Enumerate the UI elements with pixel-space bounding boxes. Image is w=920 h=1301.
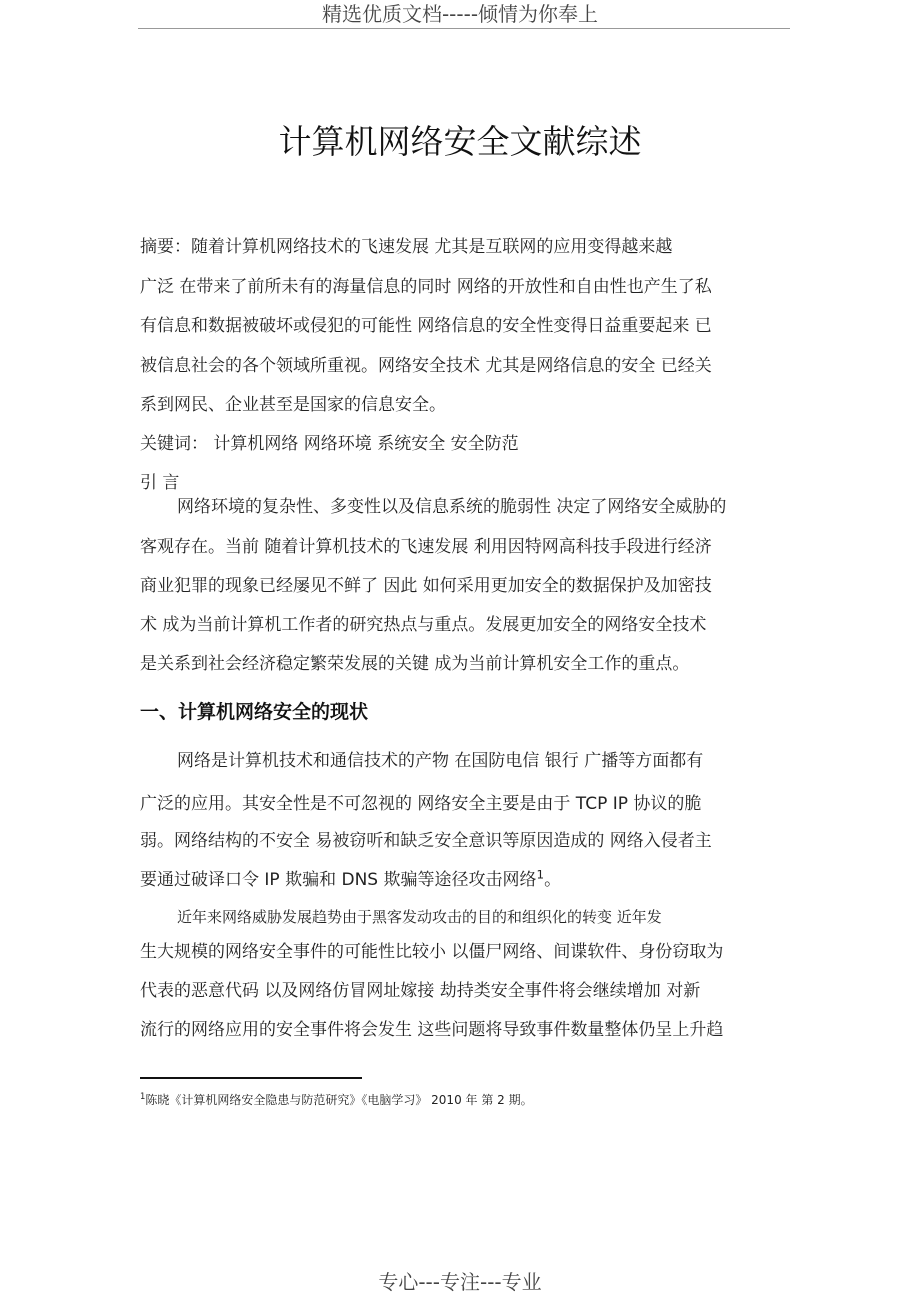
footnote-text: 陈晓《计算机网络安全隐患与防范研究》《电脑学习》 2010 年 第 2 期。 (145, 1093, 533, 1107)
abstract-line: 有信息和数据被破坏或侵犯的可能性 网络信息的安全性变得日益重要起来 已 (140, 316, 712, 336)
page-header: 精选优质文档-----倾情为你奉上 (321, 2, 599, 26)
footnote-mark: 1 (140, 1091, 146, 1101)
section1-line: 广泛的应用。其安全性是不可忽视的 网络安全主要是由于 TCP IP 协议的脆 (140, 794, 702, 814)
document-title: 计算机网络安全文献综述 (278, 122, 642, 161)
abstract-line: 广泛 在带来了前所未有的海量信息的同时 网络的开放性和自由性也产生了私 (140, 277, 712, 297)
intro-line: 网络环境的复杂性、多变性以及信息系统的脆弱性 决定了网络安全威胁的 (177, 497, 727, 517)
intro-line: 客观存在。当前 随着计算机技术的飞速发展 利用因特网高科技手段进行经济 (140, 537, 712, 557)
section1-line (140, 868, 561, 892)
intro-line: 商业犯罪的现象已经屡见不鲜了 因此 如何采用更加安全的数据保护及加密技 (140, 576, 712, 596)
section1-line: 代表的恶意代码 以及网络仿冒网址嫁接 劫持类安全事件将会继续增加 对新 (140, 981, 701, 1001)
section-heading: 一、计算机网络安全的现状 (140, 701, 369, 723)
section1-line: 生大规模的网络安全事件的可能性比较小 以僵尸网络、间谍软件、身份窃取为 (140, 942, 724, 962)
section1-line-text: 要通过破译口令 IP 欺骗和 DNS 欺骗等途径攻击网络 (140, 870, 537, 890)
keywords-line: 关键词： 计算机网络 网络环境 系统安全 安全防范 (140, 434, 519, 454)
section1-line: 近年来网络威胁发展趋势由于黑客发动攻击的目的和组织化的转变 近年发 (177, 908, 662, 926)
header-rule (138, 28, 790, 29)
intro-heading: 引 言 (140, 473, 180, 493)
abstract-line: 被信息社会的各个领域所重视。网络安全技术 尤其是网络信息的安全 已经关 (140, 356, 712, 376)
section1-line: 网络是计算机技术和通信技术的产物 在国防电信 银行 广播等方面都有 (177, 751, 704, 771)
page-footer: 专心---专注---专业 (378, 1270, 542, 1294)
abstract-line: 系到网民、企业甚至是国家的信息安全。 (140, 395, 446, 415)
abstract-line: 摘要：随着计算机网络技术的飞速发展 尤其是互联网的应用变得越来越 (140, 237, 673, 257)
intro-line: 是关系到社会经济稳定繁荣发展的关键 成为当前计算机安全工作的重点。 (140, 654, 690, 674)
footnote-rule (140, 1077, 362, 1079)
section1-line: 流行的网络应用的安全事件将会发生 这些问题将导致事件数量整体仍呈上升趋 (140, 1020, 724, 1040)
intro-line: 术 成为当前计算机工作者的研究热点与重点。发展更加安全的网络安全技术 (140, 615, 707, 635)
footnote (140, 1091, 533, 1109)
footnote-ref[interactable]: 1 (536, 867, 545, 882)
section1-line: 弱。网络结构的不安全 易被窃听和缺乏安全意识等原因造成的 网络入侵者主 (140, 831, 712, 851)
section1-line-tail: 。 (544, 870, 562, 890)
